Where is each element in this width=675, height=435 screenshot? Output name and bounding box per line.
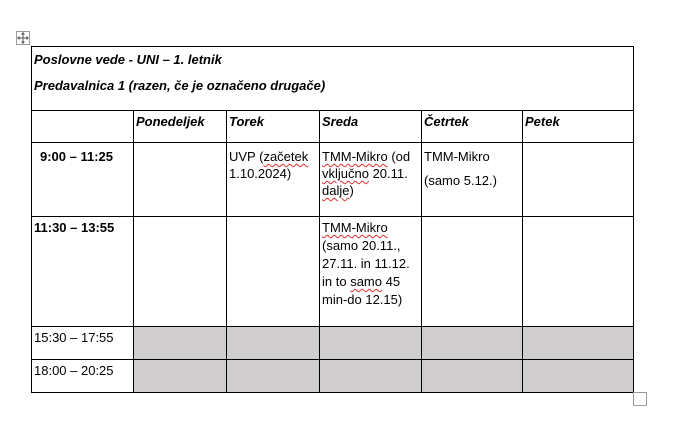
cell-text: (samo 5.12.)	[424, 173, 497, 188]
cell-text: (od	[387, 149, 411, 164]
cell-text: 45 min-do 12.15)	[322, 274, 403, 307]
table-row	[32, 217, 634, 327]
monday-cell[interactable]	[134, 327, 227, 360]
spellcheck-word: TMM-Mikro	[322, 149, 388, 164]
move-arrows-icon	[17, 32, 29, 44]
thursday-cell[interactable]	[422, 360, 523, 393]
tuesday-cell[interactable]	[227, 217, 320, 327]
table-move-handle-icon[interactable]	[16, 31, 30, 45]
cell-text: (samo 20.11., 27.11. in 11.12. in to	[322, 238, 410, 289]
spellcheck-word: samo	[350, 274, 382, 289]
spellcheck-word: vključno	[322, 166, 369, 181]
table-row	[32, 360, 634, 393]
monday-cell[interactable]	[134, 217, 227, 327]
spellcheck-word: začetek	[263, 149, 309, 164]
header-empty-cell[interactable]	[32, 111, 134, 143]
time-slot-cell[interactable]: 18:00 – 20:25	[32, 360, 134, 393]
time-slot-cell[interactable]: 9:00 – 11:25	[32, 143, 134, 217]
time-slot-cell[interactable]: 11:30 – 13:55	[32, 217, 134, 327]
header-petek[interactable]: Petek	[523, 111, 634, 143]
wednesday-cell[interactable]	[320, 327, 422, 360]
header-cetrtek[interactable]: Četrtek	[422, 111, 523, 143]
table-title-row	[32, 47, 634, 111]
friday-cell[interactable]	[523, 327, 634, 360]
cell-text: )	[349, 183, 354, 198]
table-title-cell[interactable]	[32, 47, 634, 111]
table-resize-handle-icon[interactable]	[633, 392, 647, 406]
monday-cell[interactable]	[134, 360, 227, 393]
table-row	[32, 327, 634, 360]
cell-text: UVP (	[229, 149, 264, 164]
friday-cell[interactable]	[523, 143, 634, 217]
tuesday-cell[interactable]	[227, 143, 320, 217]
schedule-table[interactable]	[31, 46, 634, 393]
tuesday-cell[interactable]	[227, 327, 320, 360]
friday-cell[interactable]	[523, 360, 634, 393]
cell-text: 1.10.2024)	[229, 166, 292, 181]
cell-text: TMM-Mikro	[424, 149, 490, 164]
thursday-cell[interactable]	[422, 327, 523, 360]
table-title: Poslovne vede - UNI – 1. letnik	[34, 52, 222, 67]
table-subtitle: Predavalnica 1 (razen, če je označeno drugače)	[34, 78, 326, 93]
header-row	[32, 111, 634, 143]
tuesday-cell[interactable]	[227, 360, 320, 393]
wednesday-cell[interactable]	[320, 360, 422, 393]
header-torek[interactable]: Torek	[227, 111, 320, 143]
spellcheck-word: dalje	[322, 183, 350, 198]
thursday-cell[interactable]	[422, 217, 523, 327]
header-ponedeljek[interactable]: Ponedeljek	[134, 111, 227, 143]
header-sreda[interactable]: Sreda	[320, 111, 422, 143]
time-slot-cell[interactable]: 15:30 – 17:55	[32, 327, 134, 360]
cell-text: 20.11.	[368, 166, 408, 181]
wednesday-cell[interactable]	[320, 143, 422, 217]
table-row	[32, 143, 634, 217]
friday-cell[interactable]	[523, 217, 634, 327]
wednesday-cell[interactable]	[320, 217, 422, 327]
thursday-cell[interactable]	[422, 143, 523, 217]
spellcheck-word: TMM-Mikro	[322, 220, 388, 235]
monday-cell[interactable]	[134, 143, 227, 217]
